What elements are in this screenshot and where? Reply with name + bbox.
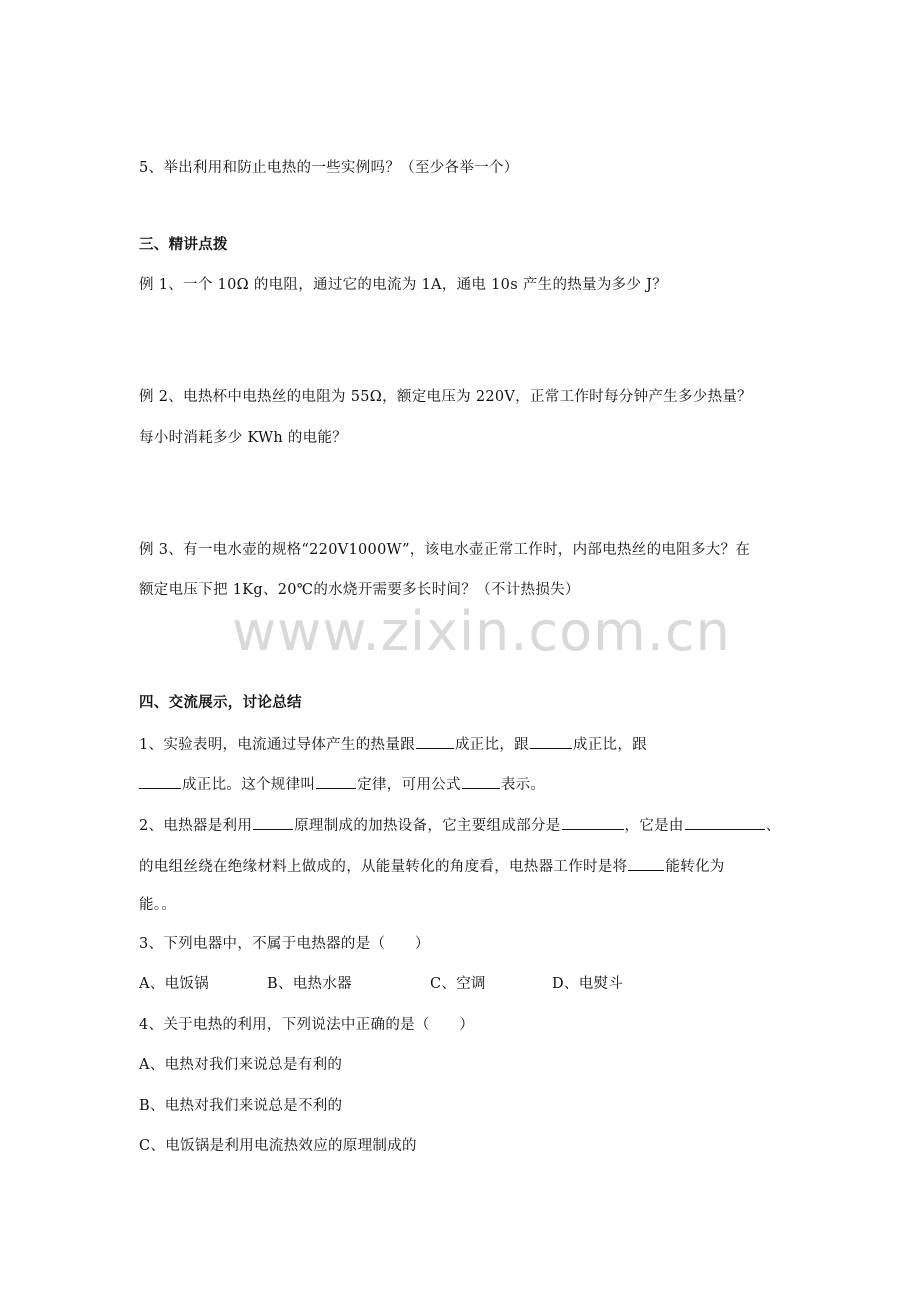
item-2-line-3: 能。。 (139, 897, 177, 913)
item-1-text-a: 1、实验表明，电流通过导体产生的热量跟 (139, 737, 415, 753)
example-2-line-1: 例 2、电热杯中电热丝的电阻为 55Ω，额定电压为 220V，正常工作时每分钟产生多少热量？ (139, 389, 752, 405)
item-2-line-2 (139, 855, 725, 877)
item-2-text-e: 的电组丝绕在绝缘材料上做成的，从能量转化的角度看，电热器工作时是将 (139, 859, 628, 875)
blank-1[interactable] (416, 733, 454, 749)
blank-6[interactable] (253, 814, 293, 830)
blank-3[interactable] (139, 773, 181, 789)
item-1-text-d: 成正比。这个规律叫 (182, 777, 316, 793)
item-2-text-f: 能转化为 (665, 859, 725, 875)
blank-8[interactable] (685, 814, 765, 830)
item-2-text-b: 原理制成的加热设备，它主要组成部分是 (294, 818, 561, 834)
item-3-option-a[interactable]: A、电饭锅 (139, 976, 209, 992)
item-4-option-c[interactable]: C、电饭锅是利用电流热效应的原理制成的 (139, 1138, 417, 1154)
item-2-line-1 (139, 814, 781, 836)
blank-9[interactable] (628, 855, 664, 871)
question-5: 5、举出利用和防止电热的一些实例吗？（至少各举一个） (139, 160, 519, 176)
item-3-option-b[interactable]: B、电热水器 (267, 976, 352, 992)
blank-5[interactable] (462, 773, 500, 789)
example-2-line-2: 每小时消耗多少 KWh 的电能？ (139, 430, 348, 446)
section-4-heading: 四、交流展示，讨论总结 (139, 694, 302, 711)
item-1-line-1 (139, 733, 647, 755)
item-1-text-e: 定律，可用公式 (357, 777, 461, 793)
blank-7[interactable] (562, 814, 624, 830)
item-4-question: 4、关于电热的利用，下列说法中正确的是（ ） (139, 1017, 475, 1033)
item-2-text-d: 、 (765, 818, 781, 834)
item-1-text-f: 表示。 (500, 777, 546, 793)
item-1-text-c: 成正比，跟 (572, 737, 647, 753)
item-4-option-a[interactable]: A、电热对我们来说总是有利的 (139, 1057, 343, 1073)
item-3-options (139, 974, 623, 994)
item-1-line-2 (139, 773, 545, 795)
blank-2[interactable] (530, 733, 572, 749)
item-3-option-c[interactable]: C、空调 (430, 976, 486, 992)
example-3-line-2: 额定电压下把 1Kg、20℃的水烧开需要多长时间？（不计热损失） (139, 582, 580, 598)
example-1: 例 1、一个 10Ω 的电阻，通过它的电流为 1A，通电 10s 产生的热量为多少 J？ (139, 277, 668, 293)
item-4-option-b[interactable]: B、电热对我们来说总是不利的 (139, 1098, 343, 1114)
item-2-text-a: 2、电热器是利用 (139, 818, 253, 834)
item-1-text-b: 成正比，跟 (454, 737, 529, 753)
example-3-line-1: 例 3、有一电水壶的规格“220V1000W”，该电水壶正常工作时，内部电热丝的电阻多大？在 (139, 542, 751, 558)
watermark: www.zixin.com.cn (232, 600, 731, 663)
item-3-question: 3、下列电器中，不属于电热器的是（ ） (139, 936, 430, 952)
item-3-option-d[interactable]: D、电熨斗 (552, 976, 624, 992)
item-2-text-c: ，它是由 (624, 818, 684, 834)
section-3-heading: 三、精讲点拨 (139, 236, 228, 253)
blank-4[interactable] (316, 773, 356, 789)
